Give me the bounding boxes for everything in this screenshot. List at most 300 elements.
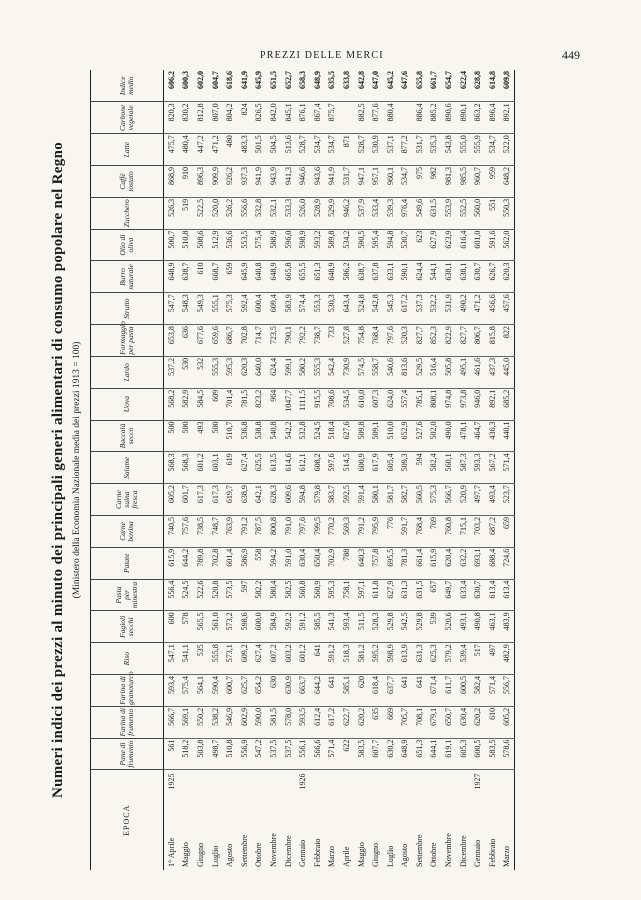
value-cell: 518,2 <box>179 738 194 770</box>
value-cell: 592,5 <box>339 484 354 516</box>
value-cell: 530,9 <box>368 134 383 166</box>
value-cell: 547,1 <box>164 643 179 675</box>
value-cell: 514,5 <box>339 452 354 484</box>
value-cell: 813,6 <box>398 356 413 388</box>
value-cell: 1111,5 <box>295 388 310 420</box>
index-value-cell: 602,0 <box>193 70 208 102</box>
value-cell: 640,3 <box>354 547 369 579</box>
value-cell <box>398 102 413 134</box>
value-cell: 537,2 <box>164 356 179 388</box>
table-row <box>193 70 208 870</box>
table-row <box>412 70 427 870</box>
table-row <box>339 70 354 870</box>
value-cell: 613,4 <box>485 579 500 611</box>
value-cell: 612,4 <box>310 706 325 738</box>
value-cell: 500 <box>179 420 194 452</box>
value-cell: 586,9 <box>237 547 252 579</box>
value-cell: 534,7 <box>398 166 413 198</box>
value-cell: 641 <box>412 675 427 707</box>
index-value-cell: 654,7 <box>441 70 456 102</box>
value-cell: 845,1 <box>281 102 296 134</box>
value-cell: 607,3 <box>368 388 383 420</box>
value-cell: 612,1 <box>295 452 310 484</box>
value-cell: 768,4 <box>368 325 383 357</box>
table-row <box>237 70 252 870</box>
value-cell: 591,2 <box>295 611 310 643</box>
value-cell: 535 <box>193 643 208 675</box>
value-cell: 571,4 <box>485 675 500 707</box>
value-cell: 623 <box>412 229 427 261</box>
value-cell: 624,4 <box>412 261 427 293</box>
period-label: Ottobre <box>254 842 264 867</box>
value-cell: 659,6 <box>208 325 223 357</box>
value-cell: 591,0 <box>281 547 296 579</box>
value-cell: 815,8 <box>485 325 500 357</box>
value-cell: 693,1 <box>470 547 485 579</box>
value-cell: 631,3 <box>412 643 427 675</box>
value-cell: 630,4 <box>295 547 310 579</box>
value-cell: 724,6 <box>500 547 515 579</box>
value-cell: 638,1 <box>456 261 471 293</box>
value-cell: 600,9 <box>354 452 369 484</box>
value-cell: 630,7 <box>470 261 485 293</box>
value-cell: 638,1 <box>441 261 456 293</box>
value-cell: 510,8 <box>222 738 237 770</box>
value-cell: 594,2 <box>266 547 281 579</box>
value-cell: 797,6 <box>383 325 398 357</box>
value-cell: 885,2 <box>427 102 442 134</box>
value-cell: 529,8 <box>412 611 427 643</box>
value-cell: 591,2 <box>325 643 340 675</box>
value-cell: 964 <box>266 388 281 420</box>
value-cell: 478,1 <box>456 420 471 452</box>
period-label: Marzo <box>502 846 512 867</box>
value-cell: 975 <box>412 166 427 198</box>
value-cell: 645,9 <box>237 261 252 293</box>
period-cell <box>164 770 179 870</box>
value-cell: 622 <box>339 738 354 770</box>
table-row <box>500 70 515 870</box>
column-header: Salame <box>91 452 164 484</box>
value-cell: 511,5 <box>354 611 369 643</box>
value-cell: 668,7 <box>208 261 223 293</box>
value-cell: 568,3 <box>164 452 179 484</box>
value-cell: 580,1 <box>368 484 383 516</box>
value-cell: 560,1 <box>441 452 456 484</box>
value-cell: 573,1 <box>222 643 237 675</box>
value-cell: 617,9 <box>368 452 383 484</box>
value-cell: 791,0 <box>281 515 296 547</box>
value-cell: 620,4 <box>441 547 456 579</box>
table-row <box>441 70 456 870</box>
value-cell: 625,3 <box>427 643 442 675</box>
value-cell: 475,7 <box>164 134 179 166</box>
value-cell: 632,2 <box>456 547 471 579</box>
value-cell: 530,7 <box>398 229 413 261</box>
value-cell: 545,3 <box>383 293 398 325</box>
value-cell: 538,2 <box>208 706 223 738</box>
value-cell: 555,9 <box>470 134 485 166</box>
value-cell: 607,2 <box>266 643 281 675</box>
value-cell: 516,4 <box>427 356 442 388</box>
value-cell: 959 <box>485 166 500 198</box>
period-cell <box>295 770 310 870</box>
column-header: Burro naturale <box>91 261 164 293</box>
period-label: Novembre <box>268 833 278 867</box>
value-cell: 827,7 <box>412 325 427 357</box>
value-cell: 567,2 <box>485 452 500 484</box>
value-cell: 915,5 <box>310 388 325 420</box>
value-cell: 624,0 <box>383 388 398 420</box>
value-cell: 695,5 <box>383 547 398 579</box>
value-cell: 808,1 <box>427 388 442 420</box>
value-cell: 686,7 <box>222 325 237 357</box>
value-cell: 520,6 <box>441 611 456 643</box>
value-cell: 518,4 <box>325 420 340 452</box>
value-cell: 555,0 <box>456 134 471 166</box>
value-cell: 518,3 <box>339 643 354 675</box>
value-cell: 510,7 <box>222 420 237 452</box>
period-cell <box>208 770 223 870</box>
value-cell: 776 <box>383 515 398 547</box>
value-cell: 580,4 <box>266 579 281 611</box>
value-cell: 548,3 <box>179 293 194 325</box>
value-cell: 542,2 <box>281 420 296 452</box>
value-cell: 708,6 <box>325 388 340 420</box>
value-cell: 655,5 <box>295 261 310 293</box>
value-cell: 590,4 <box>208 675 223 707</box>
period-label: Luglio <box>210 845 220 867</box>
value-cell: 601,7 <box>179 484 194 516</box>
value-cell: 946,2 <box>339 197 354 229</box>
column-header: Carbone vegetale <box>91 102 164 134</box>
period-label: Febbraio <box>487 838 497 867</box>
value-cell: 600,4 <box>252 293 267 325</box>
value-cell: 823,2 <box>252 388 267 420</box>
value-cell: 578,0 <box>281 706 296 738</box>
value-cell: 584,5 <box>193 388 208 420</box>
value-cell: 633,4 <box>456 579 471 611</box>
value-cell: 560,0 <box>470 197 485 229</box>
value-cell: 625,7 <box>237 675 252 707</box>
table-row <box>222 70 237 870</box>
value-cell: 582,4 <box>470 675 485 707</box>
value-cell: 526,3 <box>164 197 179 229</box>
value-cell: 630,4 <box>456 706 471 738</box>
value-cell: 598,9 <box>383 643 398 675</box>
value-cell: 638,9 <box>237 484 252 516</box>
value-cell: 575,4 <box>179 675 194 707</box>
value-cell: 627,9 <box>383 579 398 611</box>
value-cell: 547,7 <box>164 293 179 325</box>
period-cell <box>339 770 354 870</box>
period-label: Giugno <box>371 843 381 867</box>
value-cell: 946,6 <box>295 166 310 198</box>
value-cell: 456,6 <box>485 293 500 325</box>
value-cell: 738,5 <box>193 515 208 547</box>
value-cell: 532 <box>193 356 208 388</box>
value-cell: 868,9 <box>164 166 179 198</box>
value-cell: 578,6 <box>500 738 515 770</box>
value-cell: 600,0 <box>252 611 267 643</box>
value-cell: 613,9 <box>398 643 413 675</box>
value-cell: 501,5 <box>252 134 267 166</box>
value-cell: 597,1 <box>354 579 369 611</box>
value-cell: 605,3 <box>456 738 471 770</box>
rotated-table-block <box>48 70 578 870</box>
table-row <box>398 70 413 870</box>
value-cell: 542,8 <box>368 293 383 325</box>
value-cell: 565,5 <box>193 611 208 643</box>
period-label: Febbraio <box>312 838 322 867</box>
value-cell: 550,2 <box>193 706 208 738</box>
value-cell: 957,1 <box>368 166 383 198</box>
value-cell: 566,6 <box>310 738 325 770</box>
value-cell: 573,2 <box>222 611 237 643</box>
value-cell: 630,2 <box>383 738 398 770</box>
value-cell: 564,1 <box>193 675 208 707</box>
index-value-cell: 606,2 <box>164 70 179 102</box>
value-cell: 941,9 <box>325 166 340 198</box>
value-cell: 597 <box>237 579 252 611</box>
value-cell: 705,7 <box>398 706 413 738</box>
value-cell: 532,2 <box>427 293 442 325</box>
value-cell: 595,4 <box>368 229 383 261</box>
value-cell: 644,2 <box>310 675 325 707</box>
value-cell: 461,6 <box>470 356 485 388</box>
value-cell: 627,4 <box>237 452 252 484</box>
period-cell <box>412 770 427 870</box>
value-cell: 534,7 <box>325 134 340 166</box>
value-cell: 540,8 <box>266 420 281 452</box>
value-cell: 503,8 <box>193 738 208 770</box>
table-row <box>208 70 223 870</box>
value-cell: 502,0 <box>427 420 442 452</box>
value-cell: 556,1 <box>295 738 310 770</box>
value-cell: 520,0 <box>208 197 223 229</box>
value-cell: 536,6 <box>222 229 237 261</box>
value-cell: 985,5 <box>456 166 471 198</box>
value-cell: 526,2 <box>222 197 237 229</box>
value-cell: 498,7 <box>208 738 223 770</box>
period-cell <box>354 770 369 870</box>
value-cell: 529,5 <box>412 356 427 388</box>
value-cell: 510,0 <box>383 420 398 452</box>
value-cell: 600,7 <box>222 675 237 707</box>
value-cell: 788 <box>339 547 354 579</box>
value-cell: 641 <box>398 675 413 707</box>
value-cell: 529,9 <box>325 197 340 229</box>
table-row <box>252 70 267 870</box>
value-cell: 543,8 <box>441 134 456 166</box>
value-cell: 791,2 <box>237 515 252 547</box>
value-cell: 622,7 <box>339 706 354 738</box>
value-cell: 910 <box>179 166 194 198</box>
value-cell: 549,3 <box>193 293 208 325</box>
value-cell: 440,1 <box>500 420 515 452</box>
value-cell: 569,1 <box>179 706 194 738</box>
value-cell: 679,1 <box>427 706 442 738</box>
value-cell: 528,7 <box>354 134 369 166</box>
value-cell: 600 <box>164 611 179 643</box>
value-cell: 631,5 <box>412 579 427 611</box>
value-cell: 581,7 <box>383 484 398 516</box>
value-cell: 537,5 <box>266 738 281 770</box>
value-cell: 926,2 <box>222 166 237 198</box>
value-cell: 642,1 <box>252 484 267 516</box>
value-cell: 946,0 <box>470 388 485 420</box>
column-header: Caffè tostato <box>91 166 164 198</box>
value-cell: 591,4 <box>354 484 369 516</box>
value-cell: 603,2 <box>281 643 296 675</box>
column-header: Patate <box>91 547 164 579</box>
value-cell: 799,5 <box>310 515 325 547</box>
value-cell: 519 <box>179 197 194 229</box>
value-cell: 527,8 <box>339 325 354 357</box>
value-cell: 581,5 <box>266 706 281 738</box>
value-cell: 1047,7 <box>281 388 296 420</box>
table-row <box>179 70 194 870</box>
value-cell: 493,1 <box>456 611 471 643</box>
value-cell: 627,6 <box>339 420 354 452</box>
value-cell: 566,7 <box>164 706 179 738</box>
value-cell: 480 <box>222 134 237 166</box>
table-row <box>427 70 442 870</box>
value-cell: 661,4 <box>412 547 427 579</box>
index-value-cell: 645,2 <box>383 70 398 102</box>
value-cell: 533,3 <box>281 197 296 229</box>
period-label: Luglio <box>385 845 395 867</box>
value-cell: 790,1 <box>281 325 296 357</box>
value-cell: 941,9 <box>252 166 267 198</box>
value-cell: 457,6 <box>500 293 515 325</box>
index-value-cell: 618,6 <box>222 70 237 102</box>
value-cell: 605,2 <box>500 706 515 738</box>
value-cell: 613,5 <box>266 452 281 484</box>
value-cell: 544,1 <box>427 261 442 293</box>
value-cell: 685,2 <box>500 388 515 420</box>
value-cell: 657 <box>427 579 442 611</box>
value-cell: 595,2 <box>368 643 383 675</box>
value-cell: 593,3 <box>470 452 485 484</box>
value-cell: 787,5 <box>252 515 267 547</box>
value-cell: 599,1 <box>281 356 296 388</box>
period-year: 1927 <box>473 773 483 790</box>
value-cell: 560,8 <box>295 579 310 611</box>
value-cell: 909,9 <box>208 166 223 198</box>
value-cell: 630,7 <box>470 579 485 611</box>
value-cell: 630,9 <box>281 675 296 707</box>
value-cell: 723,5 <box>266 325 281 357</box>
column-header: Olio di oliva <box>91 229 164 261</box>
period-cell <box>368 770 383 870</box>
value-cell: 890,6 <box>441 102 456 134</box>
value-cell: 628,3 <box>266 484 281 516</box>
value-cell: 896,4 <box>485 102 500 134</box>
value-cell: 447,2 <box>193 134 208 166</box>
value-cell: 757,8 <box>368 547 383 579</box>
period-label: 1° Aprile <box>166 837 176 867</box>
value-cell: 526,0 <box>295 197 310 229</box>
value-cell: 619,7 <box>222 484 237 516</box>
value-cell: 584,9 <box>266 611 281 643</box>
value-cell: 574,5 <box>354 356 369 388</box>
value-cell: 537,3 <box>412 293 427 325</box>
value-cell: 500 <box>164 420 179 452</box>
value-cell: 575,3 <box>222 293 237 325</box>
table-row <box>383 70 398 870</box>
value-cell: 590,0 <box>252 706 267 738</box>
value-cell: 973,8 <box>456 388 471 420</box>
value-cell: 644,2 <box>179 547 194 579</box>
value-cell: 890,1 <box>456 102 471 134</box>
table-row <box>456 70 471 870</box>
value-cell: 882,5 <box>354 102 369 134</box>
value-cell: 800,8 <box>266 515 281 547</box>
value-cell: 480,4 <box>179 134 194 166</box>
value-cell: 558,7 <box>368 356 383 388</box>
value-cell: 792,2 <box>295 325 310 357</box>
value-cell: 820,3 <box>164 102 179 134</box>
period-label: Maggio <box>181 842 191 867</box>
value-cell: 701,4 <box>222 388 237 420</box>
value-cell: 437,3 <box>485 356 500 388</box>
column-header-epoca: EPOCA <box>91 770 164 870</box>
value-cell: 483,9 <box>500 611 515 643</box>
period-cell <box>383 770 398 870</box>
value-cell: 620,3 <box>237 356 252 388</box>
period-cell <box>398 770 413 870</box>
value-cell: 571,4 <box>325 738 340 770</box>
value-cell: 540,6 <box>383 356 398 388</box>
value-cell: 740,5 <box>164 515 179 547</box>
value-cell: 623,9 <box>441 229 456 261</box>
value-cell: 542,5 <box>398 611 413 643</box>
value-cell: 594,8 <box>383 229 398 261</box>
value-cell: 561 <box>164 738 179 770</box>
index-value-cell: 641,9 <box>237 70 252 102</box>
value-cell: 558 <box>252 547 267 579</box>
value-cell: 633,1 <box>383 261 398 293</box>
value-cell: 505,8 <box>441 356 456 388</box>
value-cell: 688,4 <box>485 547 500 579</box>
value-cell: 641 <box>325 675 340 707</box>
period-label: Agosto <box>400 843 410 867</box>
value-cell: 445,0 <box>500 356 515 388</box>
value-cell: 643,4 <box>339 293 354 325</box>
column-header: Baccalà secco <box>91 420 164 452</box>
value-cell: 566,7 <box>441 484 456 516</box>
header-row <box>91 70 164 870</box>
value-cell: 522,0 <box>500 134 515 166</box>
period-cell <box>179 770 194 870</box>
value-cell: 652,9 <box>398 420 413 452</box>
value-cell: 549,6 <box>412 197 427 229</box>
value-cell: 593,4 <box>339 611 354 643</box>
value-cell: 624,4 <box>266 356 281 388</box>
value-cell: 609 <box>208 388 223 420</box>
index-value-cell: 651,5 <box>266 70 281 102</box>
value-cell: 822,9 <box>441 325 456 357</box>
value-cell: 620,2 <box>470 706 485 738</box>
value-cell: 531,7 <box>339 166 354 198</box>
value-cell: 757,6 <box>179 515 194 547</box>
value-cell: 541,1 <box>179 643 194 675</box>
value-cell: 601,4 <box>222 547 237 579</box>
value-cell: 781,3 <box>398 547 413 579</box>
value-cell: 941,3 <box>281 166 296 198</box>
value-cell: 508,6 <box>193 229 208 261</box>
